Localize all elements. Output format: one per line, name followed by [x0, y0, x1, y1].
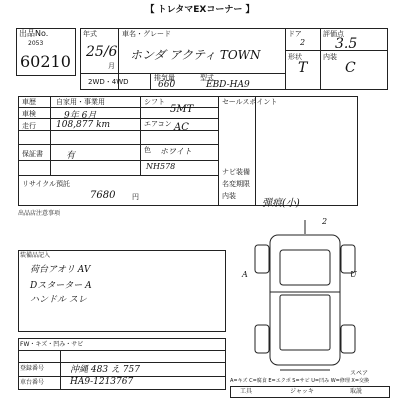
remarks-header: 出品店注意事項	[18, 210, 61, 217]
year-label: 年式	[83, 30, 97, 38]
ac-label: エアコン	[144, 120, 172, 128]
remarks-line-2: Dスターター A	[30, 281, 92, 291]
page-title: 【 トレタマEXコーナー 】	[145, 5, 255, 15]
model-label: 型式	[200, 74, 214, 82]
legend: A=キズ C=腐食 E=エクボ S=サビ U=凹み W=修理 X=交換	[230, 378, 370, 384]
year-value: 25/6	[86, 44, 118, 60]
score-label: 評価点	[323, 30, 344, 38]
warranty-label: 保証書	[22, 150, 43, 158]
inspect-label: 車検	[22, 110, 36, 118]
form-value: T	[298, 60, 308, 76]
recycle-label: リサイクル預託	[22, 180, 71, 188]
remarks-line-1: 荷台アオリ AV	[30, 265, 91, 275]
equipment-label: FW・キズ・凹み・サビ	[20, 341, 84, 348]
sales-label: セールスポイント	[222, 98, 278, 106]
history-options: 自家用・事業用	[56, 98, 105, 106]
name-label: 車名・グレード	[122, 30, 171, 38]
serial-value: HA9-1213767	[70, 377, 134, 387]
damage-mark-3: U	[350, 270, 357, 279]
door-label: ドア	[288, 30, 302, 38]
navi-label: ナビ装備	[222, 168, 250, 176]
remarks-desc-label: 装備品記入	[20, 252, 51, 259]
interior-label: 内装	[323, 53, 337, 61]
color-label: 色	[144, 146, 151, 154]
color-value: ホワイト	[160, 147, 192, 156]
manual-label: 取説	[350, 388, 363, 395]
spare-label: スペア	[350, 370, 369, 377]
jack-label: ジャッキ	[290, 388, 314, 395]
shift-value: 5MT	[170, 104, 194, 115]
cc-value: 660	[158, 80, 176, 90]
drive-label: 2WD・4WD	[88, 78, 129, 86]
name-value: ホンダ アクティ TOWN	[130, 48, 261, 62]
score-value: 3.5	[335, 36, 358, 52]
remarks-line-3: ハンドル スレ	[30, 295, 87, 305]
name-change-label: 名変期限	[222, 180, 250, 188]
mileage-value: 108,877 km	[56, 120, 111, 130]
tool-label: 工具	[240, 388, 253, 395]
color-code-value: NH578	[146, 162, 176, 171]
lot-number: 60210	[20, 52, 71, 71]
lot-stamp: 2053	[28, 40, 44, 47]
history-label: 車歴	[22, 98, 36, 106]
serial-label: 車台番号	[20, 379, 45, 386]
cc-label: 排気量	[154, 74, 175, 82]
inner-label: 内装	[222, 192, 236, 200]
model-value: EBD-HA9	[206, 80, 250, 90]
interior-value: C	[345, 60, 356, 76]
damage-mark-1: 2	[322, 217, 328, 226]
year-suffix: 月	[108, 62, 115, 70]
damage-mark-2: A	[242, 270, 248, 279]
warranty-value: 有	[66, 151, 76, 161]
form-label: 形状	[288, 53, 302, 61]
ac-value: AC	[174, 122, 189, 133]
mileage-label: 走行	[22, 122, 36, 130]
recycle-unit: 円	[132, 193, 139, 201]
notes-value: 弾痕(小)	[262, 198, 300, 209]
inspect-value: 9年 6月	[64, 111, 97, 121]
shift-label: シフト	[144, 98, 165, 106]
recycle-value: 7680	[90, 190, 116, 201]
lot-label: 出品No.	[19, 29, 49, 38]
car-diagram	[240, 210, 370, 390]
door-value: 2	[300, 38, 306, 47]
reg-value: 沖縄 483 え 757	[70, 365, 140, 375]
reg-label: 登録番号	[20, 365, 45, 372]
